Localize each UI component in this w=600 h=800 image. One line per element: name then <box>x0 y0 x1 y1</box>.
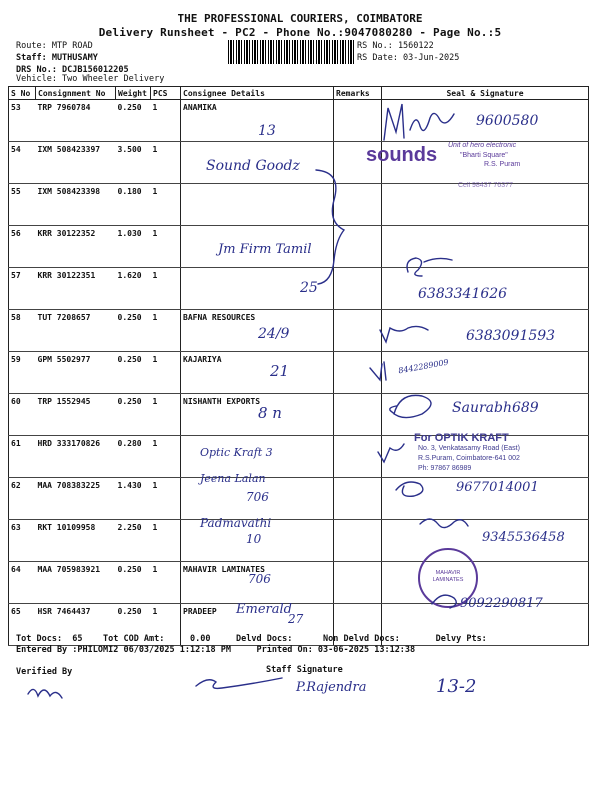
cell-sno: 59 <box>9 352 36 394</box>
cell-sno: 65 <box>9 604 36 646</box>
cell-remarks <box>334 436 382 478</box>
cell-consignment: TRP 7960784 <box>36 100 116 142</box>
cell-weight: 1.430 <box>116 478 151 520</box>
col-sno: S No <box>9 87 36 100</box>
hw-r61-note: Optic Kraft 3 <box>200 446 273 459</box>
hw-r53-note: 13 <box>258 123 276 139</box>
cell-consignee: PRADEEP <box>181 604 334 646</box>
hw-total-note: 13-2 <box>436 676 477 697</box>
cell-remarks <box>334 352 382 394</box>
staff-signature-label: Staff Signature <box>266 665 343 675</box>
cell-weight: 0.250 <box>116 100 151 142</box>
col-consignment: Consignment No <box>36 87 116 100</box>
hw-r63-extra: 10 <box>246 532 262 546</box>
optik-line2: R.S.Puram, Coimbatore-641 002 <box>418 455 520 462</box>
cell-sno: 62 <box>9 478 36 520</box>
optik-kraft-stamp <box>414 432 594 472</box>
hw-r57-phone: 6383341626 <box>418 286 508 302</box>
rs-date: RS Date: 03-Jun-2025 <box>357 53 460 63</box>
cell-pcs: 1 <box>151 268 181 310</box>
cell-weight: 3.500 <box>116 142 151 184</box>
cell-consignment: HSR 7464437 <box>36 604 116 646</box>
staff-label: Staff: MUTHUSAMY <box>16 53 98 63</box>
hw-r62-phone: 9677014001 <box>456 480 539 495</box>
cell-remarks <box>334 562 382 604</box>
hw-r58-phone: 6383091593 <box>466 328 556 344</box>
cell-pcs: 1 <box>151 184 181 226</box>
cell-sno: 60 <box>9 394 36 436</box>
cell-pcs: 1 <box>151 100 181 142</box>
hw-r62-note: Jeena Lalan <box>200 472 266 485</box>
col-seal: Seal & Signature <box>382 87 589 100</box>
cell-weight: 1.030 <box>116 226 151 268</box>
cell-consignment: RKT 10109958 <box>36 520 116 562</box>
cell-consignment: TUT 7208657 <box>36 310 116 352</box>
sounds-line1: Unit of hero electronic <box>448 142 517 149</box>
col-pcs: PCS <box>151 87 181 100</box>
col-remarks: Remarks <box>334 87 382 100</box>
cell-sno: 54 <box>9 142 36 184</box>
cell-consignment: MAA 708383225 <box>36 478 116 520</box>
hw-r58-note: 24/9 <box>258 326 290 342</box>
route-label: Route: MTP ROAD <box>16 41 93 51</box>
cell-consignment: KRR 30122352 <box>36 226 116 268</box>
hw-r60-note: 8 n <box>258 404 282 422</box>
sounds-line3: R.S. Puram <box>484 161 521 168</box>
runsheet-subtitle: Delivery Runsheet - PC2 - Phone No.:9047080280 - Page No.:5 <box>98 26 502 39</box>
entered-by-line: Entered By :PHILOMI2 06/03/2025 1:12:18 PM Printed On: 03-06-2025 13:12:38 <box>16 645 416 655</box>
cell-consignee: BAFNA RESOURCES <box>181 310 334 352</box>
cell-weight: 0.280 <box>116 436 151 478</box>
totals-line: Tot Docs: 65 Tot COD Amt: 0.00 Delvd Docs: Non Delvd Docs: Delvy Pts: <box>16 634 487 644</box>
sounds-stamp <box>366 142 556 192</box>
hw-staff-sig: P.Rajendra <box>296 680 367 695</box>
cell-remarks <box>334 310 382 352</box>
cell-remarks <box>334 226 382 268</box>
sounds-brand: sounds <box>366 144 438 166</box>
hw-r56-note: Jm Firm Tamil <box>218 242 312 257</box>
cell-sno: 63 <box>9 520 36 562</box>
header-right-info <box>357 40 459 64</box>
cell-pcs: 1 <box>151 604 181 646</box>
cell-weight: 0.250 <box>116 394 151 436</box>
hw-r62-extra: 706 <box>246 490 269 504</box>
cell-remarks <box>334 100 382 142</box>
cell-consignment: IXM 508423398 <box>36 184 116 226</box>
hw-r63-note: Padmavathi <box>200 516 272 530</box>
cell-pcs: 1 <box>151 310 181 352</box>
hw-r65-extra: 27 <box>288 612 304 626</box>
barcode <box>228 40 354 64</box>
hw-r60-sig: Saurabh689 <box>452 400 539 416</box>
optik-phone: Ph: 97867 86989 <box>418 465 472 472</box>
company-title: THE PROFESSIONAL COURIERS, COIMBATORE <box>177 12 423 25</box>
cell-pcs: 1 <box>151 352 181 394</box>
cell-remarks <box>334 478 382 520</box>
optik-title: For OPTIK KRAFT <box>414 432 509 444</box>
signature-staff <box>196 678 282 688</box>
optik-line1: No. 3, Venkatasamy Road (East) <box>418 445 520 452</box>
sounds-phone: Cell 98437 76377 <box>458 182 513 189</box>
cell-sno: 55 <box>9 184 36 226</box>
cell-consignment: HRD 333170826 <box>36 436 116 478</box>
hw-r64-note: 706 <box>248 572 271 586</box>
mahavir-stamp-text: MAHAVIR LAMINATES <box>432 570 464 583</box>
cell-consignment: MAA 705983921 <box>36 562 116 604</box>
hw-r65-note: Emerald <box>236 602 292 617</box>
cell-remarks <box>334 394 382 436</box>
cell-pcs: 1 <box>151 226 181 268</box>
cell-sno: 61 <box>9 436 36 478</box>
cell-pcs: 1 <box>151 142 181 184</box>
drs-number: DRS No.: DCJB156012205 <box>16 65 129 75</box>
hw-r65-phone: 9092290817 <box>460 596 543 611</box>
sounds-line2: "Bharti Square" <box>460 152 508 159</box>
cell-remarks <box>334 268 382 310</box>
cell-consignee: NISHANTH EXPORTS <box>181 394 334 436</box>
signature-verified <box>28 689 62 698</box>
cell-remarks <box>334 520 382 562</box>
hw-r59-note: 21 <box>270 362 290 380</box>
hw-r63-phone: 9345536458 <box>482 530 565 545</box>
cell-weight: 0.180 <box>116 184 151 226</box>
cell-weight: 0.250 <box>116 562 151 604</box>
table-row <box>9 352 589 394</box>
cell-pcs: 1 <box>151 478 181 520</box>
vehicle-label: Vehicle: Two Wheeler Delivery <box>16 74 165 84</box>
cell-consignment: IXM 508423397 <box>36 142 116 184</box>
cell-pcs: 1 <box>151 520 181 562</box>
hw-r57-note: 25 <box>300 280 318 296</box>
cell-weight: 2.250 <box>116 520 151 562</box>
cell-sno: 64 <box>9 562 36 604</box>
cell-pcs: 1 <box>151 436 181 478</box>
cell-weight: 1.620 <box>116 268 151 310</box>
cell-consignee <box>181 184 334 226</box>
cell-consignee: ANAMIKA <box>181 100 334 142</box>
cell-consignment: TRP 1552945 <box>36 394 116 436</box>
header-left-info <box>16 40 129 76</box>
cell-weight: 0.250 <box>116 310 151 352</box>
cell-consignment: KRR 30122351 <box>36 268 116 310</box>
cell-sno: 53 <box>9 100 36 142</box>
cell-pcs: 1 <box>151 394 181 436</box>
cell-consignment: GPM 5502977 <box>36 352 116 394</box>
cell-sno: 57 <box>9 268 36 310</box>
cell-weight: 0.250 <box>116 352 151 394</box>
cell-sno: 56 <box>9 226 36 268</box>
cell-consignee: MAHAVIR LAMINATES <box>181 562 334 604</box>
cell-weight: 0.250 <box>116 604 151 646</box>
hw-r59-phone: 8442289009 <box>397 357 450 376</box>
col-consignee: Consignee Details <box>181 87 334 100</box>
verified-by-label: Verified By <box>16 667 73 677</box>
hw-r54-note: Sound Goodz <box>206 158 300 174</box>
cell-pcs: 1 <box>151 562 181 604</box>
cell-sno: 58 <box>9 310 36 352</box>
rs-number: RS No.: 1560122 <box>357 41 434 51</box>
table-header-row <box>9 87 589 100</box>
cell-consignee: KAJARIYA <box>181 352 334 394</box>
col-weight: Weight <box>116 87 151 100</box>
hw-r53-phone: 9600580 <box>476 113 539 129</box>
cell-seal <box>382 226 589 268</box>
